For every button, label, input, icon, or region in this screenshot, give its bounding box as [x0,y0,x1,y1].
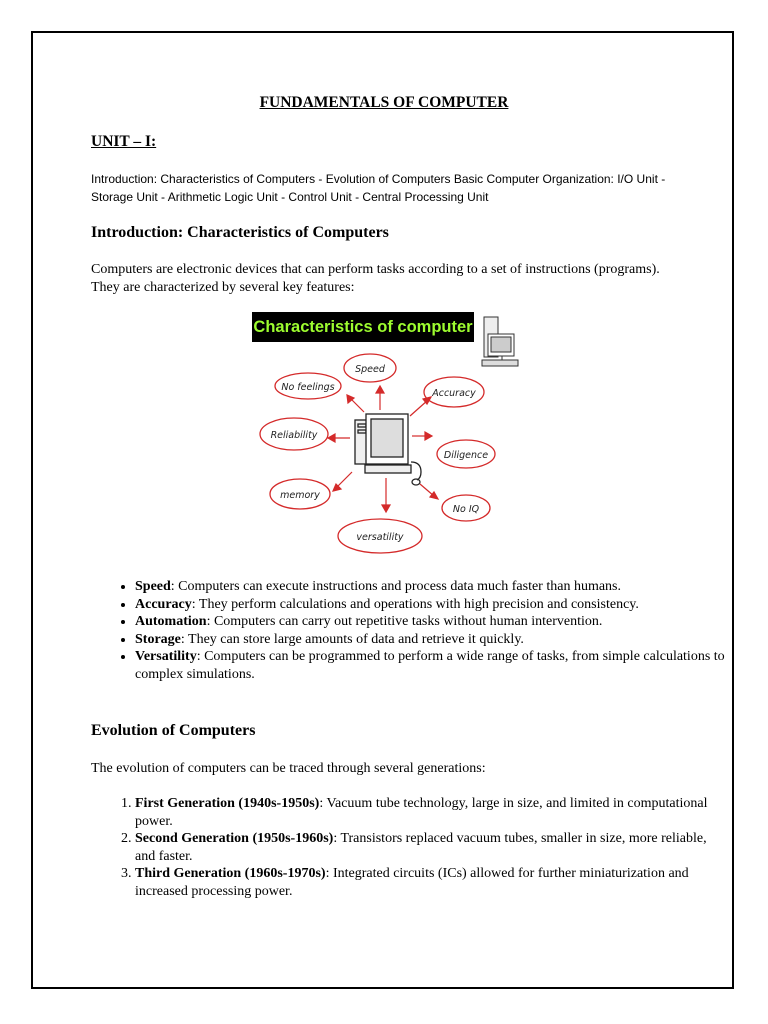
evolution-heading: Evolution of Computers [91,722,256,739]
list-item: • Accuracy: They perform calculations and operations with high precision and consistency. [135,596,725,614]
characteristics-list [91,578,725,683]
diagram-banner: Characteristics of computer [252,312,474,342]
list-item: 3. Third Generation (1960s-1970s): Integrated circuits (ICs) allowed for further miniaturization and increased processing power. [135,865,725,900]
intro-paragraph: Computers are electronic devices that can perform tasks according to a set of instructions (programs). They are characterized by several key features: [91,262,660,295]
bubble-label: Reliability [270,430,318,441]
unit-topics: Introduction: Characteristics of Computers - Evolution of Computers Basic Computer Organization: I/O Unit - Storage Unit - Arithmetic Logic Unit - Control Unit - Central Processing Unit [91,172,666,204]
bubble-label: Speed [355,364,385,375]
generations-list [91,795,725,900]
center-computer-icon [355,414,421,485]
list-item: • Versatility: Computers can be programmed to perform a wide range of tasks, from simple calculations to complex simulations. [135,648,725,683]
document-title: FUNDAMENTALS OF COMPUTER [259,94,509,111]
diagram-drawing [252,312,532,560]
unit-heading: UNIT – I: [91,133,157,150]
list-item: 2. Second Generation (1950s-1960s): Transistors replaced vacuum tubes, smaller in size, more reliable, and faster. [135,830,725,865]
bubble-label: versatility [356,532,404,543]
corner-computer-icon [482,317,518,366]
intro-heading: Introduction: Characteristics of Computers [91,224,389,241]
bubble-label: Accuracy [432,388,476,399]
list-item: 1. First Generation (1940s-1950s): Vacuum tube technology, large in size, and limited in computational power. [135,795,725,830]
characteristics-diagram [252,312,532,560]
bubble-label: No feelings [281,382,335,393]
list-item: • Speed: Computers can execute instructions and process data much faster than humans. [135,578,725,596]
evolution-paragraph: The evolution of computers can be traced through several generations: [91,761,486,776]
bubble-label: Diligence [443,450,489,461]
list-item: • Storage: They can store large amounts of data and retrieve it quickly. [135,631,725,649]
bubble-label: No IQ [452,504,480,515]
list-item: • Automation: Computers can carry out repetitive tasks without human intervention. [135,613,725,631]
bubble-label: memory [280,490,320,501]
